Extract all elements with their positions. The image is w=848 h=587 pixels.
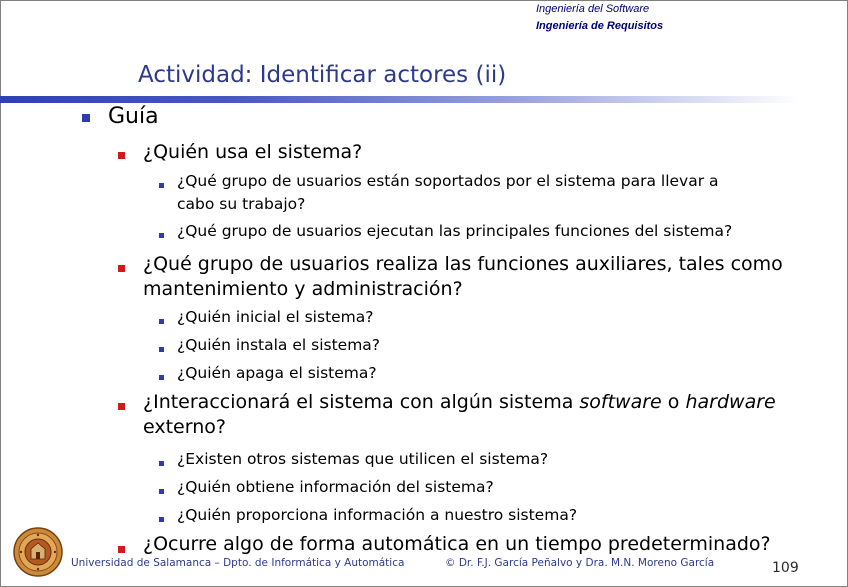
header-topic: Ingeniería de Requisitos bbox=[536, 20, 664, 32]
bullet-level2 bbox=[118, 152, 125, 159]
bullet-level2 bbox=[118, 265, 125, 272]
q3-hardware: hardware bbox=[685, 391, 776, 413]
q3-sub1: ¿Existen otros sistemas que utilicen el sistema? bbox=[177, 450, 549, 468]
slide-title: Actividad: Identificar actores (ii) bbox=[138, 62, 507, 88]
bullet-level1 bbox=[82, 114, 90, 122]
q1-sub2: ¿Qué grupo de usuarios ejecutan las principales funciones del sistema? bbox=[177, 222, 733, 240]
bullet-level2 bbox=[118, 546, 125, 553]
footer-institution: Universidad de Salamanca – Dpto. de Informática y Automática bbox=[71, 557, 405, 569]
question-2-line1: ¿Qué grupo de usuarios realiza las funciones auxiliares, tales como bbox=[143, 253, 783, 275]
q2-sub1: ¿Quién inicial el sistema? bbox=[177, 308, 374, 326]
question-2-line2: mantenimiento y administración? bbox=[143, 278, 463, 300]
question-3-line1 bbox=[143, 391, 776, 413]
level1-guia: Guía bbox=[108, 104, 159, 129]
q3-software: software bbox=[579, 391, 662, 413]
bullet-level3 bbox=[159, 347, 164, 352]
title-underline-bar bbox=[0, 96, 800, 103]
bullet-level3 bbox=[159, 319, 164, 324]
bullet-level3 bbox=[159, 517, 164, 522]
question-1: ¿Quién usa el sistema? bbox=[143, 141, 363, 163]
bullet-level3 bbox=[159, 489, 164, 494]
q2-sub2: ¿Quién instala el sistema? bbox=[177, 336, 381, 354]
q3-text-b: o bbox=[661, 391, 686, 413]
q3-sub3: ¿Quién proporciona información a nuestro sistema? bbox=[177, 506, 578, 524]
q2-sub3: ¿Quién apaga el sistema? bbox=[177, 364, 377, 382]
header-course: Ingeniería del Software bbox=[536, 3, 650, 15]
page-number: 109 bbox=[772, 560, 799, 576]
bullet-level2 bbox=[118, 403, 125, 410]
q3-text-a: ¿Interaccionará el sistema con algún sistema bbox=[143, 391, 580, 413]
bullet-level3 bbox=[159, 375, 164, 380]
bullet-level3 bbox=[159, 461, 164, 466]
bullet-level3 bbox=[159, 233, 164, 238]
bullet-level3 bbox=[159, 183, 164, 188]
university-seal-icon bbox=[13, 527, 63, 577]
q3-sub2: ¿Quién obtiene información del sistema? bbox=[177, 478, 494, 496]
q1-sub1-line1: ¿Qué grupo de usuarios están soportados por el sistema para llevar a bbox=[177, 172, 719, 190]
footer-copyright: © Dr. F.J. García Peñalvo y Dra. M.N. Moreno García bbox=[445, 557, 715, 569]
question-4: ¿Ocurre algo de forma automática en un tiempo predeterminado? bbox=[143, 533, 771, 555]
q1-sub1-line2: cabo su trabajo? bbox=[177, 195, 306, 213]
question-3-line2: externo? bbox=[143, 416, 226, 438]
